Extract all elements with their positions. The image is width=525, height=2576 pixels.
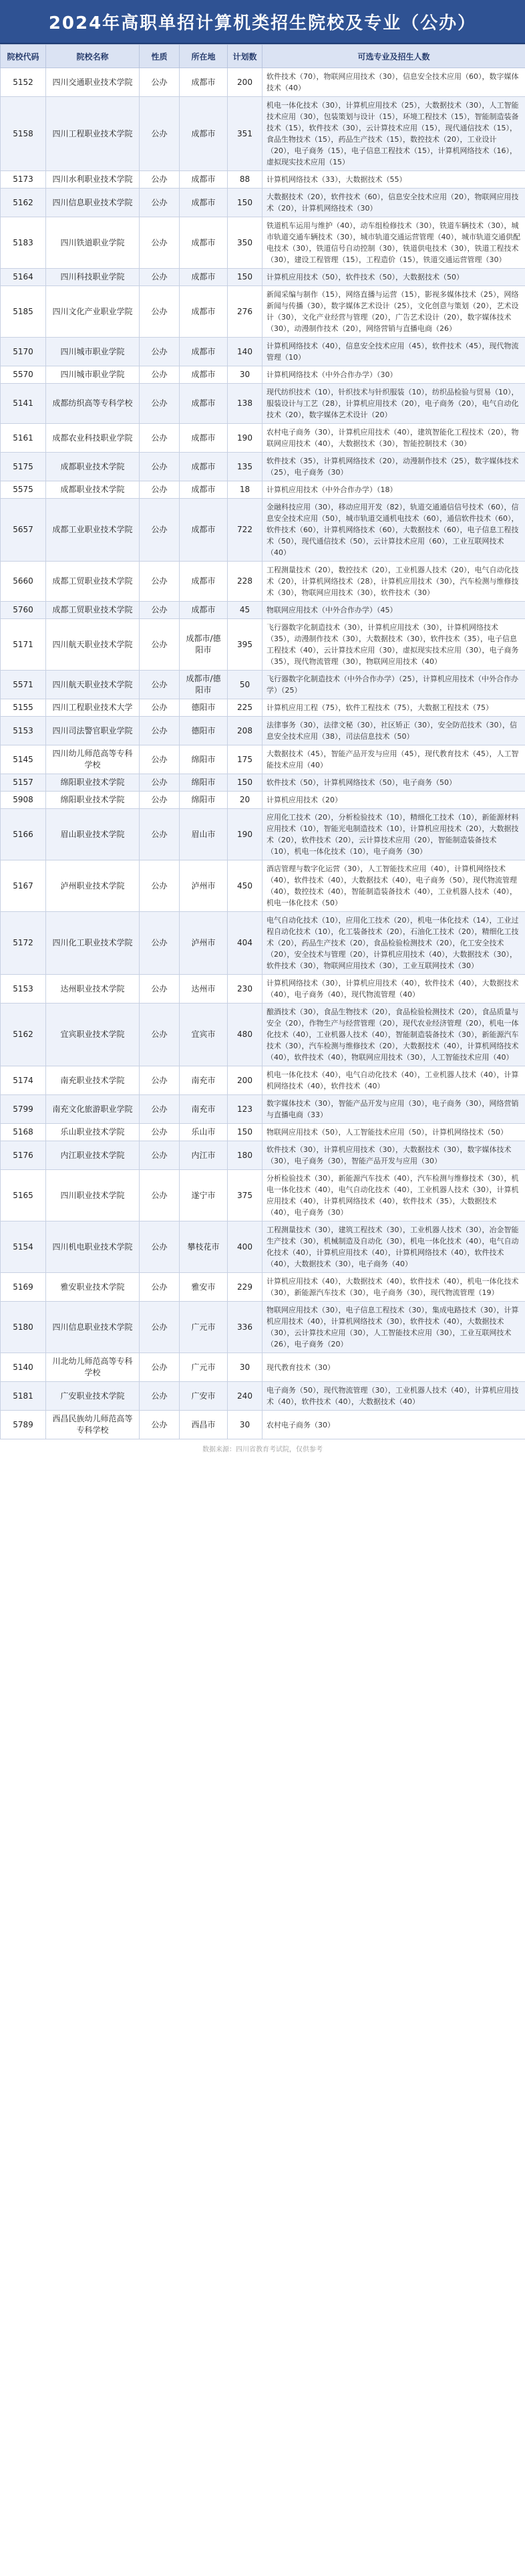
school-city: 成都市/德阳市 [180,671,228,699]
table-row [1,1066,525,1095]
table-row [1,975,525,1004]
admissions-table [0,44,525,1439]
school-city: 泸州市 [180,912,228,975]
plan-count: 138 [228,384,262,424]
plan-count: 208 [228,717,262,745]
table-row [1,286,525,338]
school-name: 南充文化旅游职业学院 [46,1095,140,1124]
table-row [1,366,525,384]
school-code: 5140 [1,1353,46,1382]
school-city: 成都市 [180,602,228,619]
school-code: 5908 [1,792,46,809]
school-city: 成都市 [180,97,228,171]
school-nature: 公办 [140,1273,180,1302]
table-row [1,717,525,745]
school-code: 5180 [1,1302,46,1353]
school-name: 四川水利职业技术学院 [46,171,140,189]
table-row [1,1411,525,1439]
school-nature: 公办 [140,699,180,717]
school-city: 德阳市 [180,717,228,745]
table-row [1,269,525,286]
table-row [1,338,525,366]
school-nature: 公办 [140,774,180,792]
table-row [1,860,525,912]
table-row [1,1141,525,1170]
school-city: 南充市 [180,1066,228,1095]
school-city: 成都市 [180,562,228,602]
school-name: 四川城市职业学院 [46,366,140,384]
school-city: 成都市 [180,286,228,338]
school-name: 四川铁道职业学院 [46,217,140,269]
majors-list: 电子商务（50），现代物流管理（30），工业机器人技术（40），计算机应用技术（40），软件技术（40），大数据技术（40） [262,1382,525,1411]
school-city: 绵阳市 [180,792,228,809]
school-name: 四川城市职业学院 [46,338,140,366]
school-name: 四川航天职业技术学院 [46,671,140,699]
school-name: 乐山职业技术学院 [46,1124,140,1141]
plan-count: 123 [228,1095,262,1124]
school-city: 眉山市 [180,809,228,860]
school-nature: 公办 [140,860,180,912]
school-name: 四川工程职业技术大学 [46,699,140,717]
plan-count: 175 [228,745,262,774]
school-code: 5161 [1,424,46,453]
majors-list: 电气自动化技术（10），应用化工技术（20），机电一体化技术（14），工业过程自动化技术（10），化工装备技术（20），石油化工技术（20），精细化工技术（20），药品生产技术（20），食品检验检测技术（20），化工安全技术（20），安全技术与管理（20），计算机应用技术（40），大数据技术（30），软件技术（30），物联网应用技术（30），工业互联网技术（30） [262,912,525,975]
school-code: 5181 [1,1382,46,1411]
table-row [1,1302,525,1353]
school-code: 5164 [1,269,46,286]
school-nature: 公办 [140,809,180,860]
school-nature: 公办 [140,171,180,189]
school-city: 南充市 [180,1095,228,1124]
school-name: 四川司法警官职业学院 [46,717,140,745]
school-city: 成都市 [180,338,228,366]
table-row [1,745,525,774]
school-code: 5166 [1,809,46,860]
school-nature: 公办 [140,562,180,602]
majors-list: 铁道机车运用与维护（40），动车组检修技术（30），铁道车辆技术（30），城市轨道交通车辆技术（30），城市轨道交通运营管理（40），城市轨道交通供配电技术（30），铁道信号自动控制（30），铁道供电技术（30），铁道工程技术（30），建设工程管理（15），工程造价（15），铁道交通运营管理（30） [262,217,525,269]
plan-count: 375 [228,1170,262,1221]
school-name: 绵阳职业技术学院 [46,774,140,792]
school-nature: 公办 [140,1411,180,1439]
majors-list: 飞行器数字化制造技术（中外合作办学）（25），计算机应用技术（中外合作办学）（25） [262,671,525,699]
plan-count: 50 [228,671,262,699]
majors-list: 金融科技应用（30），移动应用开发（82），轨道交通通信信号技术（60），信息安全技术应用（50），城市轨道交通机电技术（60），通信软件技术（60），软件技术（60），计算机网络技术（60），大数据技术（60），电子信息工程技术（50），现代通信技术（50），云计算技术应用（60），工业互联网技术（40） [262,499,525,562]
majors-list: 飞行器数字化制造技术（30），计算机应用技术（30），计算机网络技术（35），动漫制作技术（30），大数据技术（30），软件技术（35），电子信息工程技术（40），云计算技术应用（30），虚拟现实技术应用（30），电子商务（35），现代物流管理（30），物联网应用技术（40） [262,619,525,671]
plan-count: 30 [228,1353,262,1382]
plan-count: 150 [228,189,262,217]
school-code: 5154 [1,1221,46,1273]
majors-list: 软件技术（50），计算机网络技术（50），电子商务（50） [262,774,525,792]
school-code: 5175 [1,453,46,481]
table-row [1,619,525,671]
school-name: 四川幼儿师范高等专科学校 [46,745,140,774]
school-city: 乐山市 [180,1124,228,1141]
school-name: 成都工贸职业技术学院 [46,602,140,619]
majors-list: 数字媒体技术（30），智能产品开发与应用（30），电子商务（30），网络营销与直播电商（33） [262,1095,525,1124]
majors-list: 计算机应用工程（75），软件工程技术（75），大数据工程技术（75） [262,699,525,717]
school-name: 成都农业科技职业学院 [46,424,140,453]
school-name: 四川文化产业职业学院 [46,286,140,338]
table-row [1,384,525,424]
plan-count: 336 [228,1302,262,1353]
majors-list: 机电一体化技术（40），电气自动化技术（40），工业机器人技术（40），计算机网络技术（40），软件技术（40） [262,1066,525,1095]
majors-list: 计算机网络技术（中外合作办学）（30） [262,366,525,384]
plan-count: 45 [228,602,262,619]
majors-list: 新闻采编与制作（15），网络直播与运营（15），影视多媒体技术（25），网络新闻与传播（30），数字媒体艺术设计（25），文化创意与策划（20），艺术设计（30），文化产业经营与管理（20），广告艺术设计（20），数字媒体技术（30），动漫制作技术（20），网络营销与直播电商（26） [262,286,525,338]
school-name: 广安职业技术学院 [46,1382,140,1411]
school-name: 四川科技职业学院 [46,269,140,286]
school-code: 5153 [1,975,46,1004]
school-city: 成都市 [180,384,228,424]
plan-count: 225 [228,699,262,717]
school-code: 5575 [1,481,46,499]
school-code: 5172 [1,912,46,975]
school-city: 泸州市 [180,860,228,912]
majors-list: 计算机应用技术（中外合作办学）（18） [262,481,525,499]
school-code: 5162 [1,189,46,217]
school-code: 5145 [1,745,46,774]
school-nature: 公办 [140,453,180,481]
school-city: 成都市 [180,189,228,217]
majors-list: 物联网应用技术（50），人工智能技术应用（50），计算机网络技术（50） [262,1124,525,1141]
table-header-row [1,45,525,68]
school-code: 5162 [1,1004,46,1066]
school-nature: 公办 [140,97,180,171]
majors-list: 计算机应用技术（40），大数据技术（40），软件技术（40），机电一体化技术（30），新能源汽车技术（30），电子商务（30），现代物流管理（19） [262,1273,525,1302]
majors-list: 计算机网络技术（40），信息安全技术应用（45），软件技术（45），现代物流管理（10） [262,338,525,366]
school-nature: 公办 [140,1382,180,1411]
school-name: 川北幼儿师范高等专科学校 [46,1353,140,1382]
school-name: 成都职业技术学院 [46,453,140,481]
table-row [1,562,525,602]
majors-list: 大数据技术（20），软件技术（60），信息安全技术应用（20），物联网应用技术（20），计算机网络技术（30） [262,189,525,217]
column-header-plan: 计划数 [228,45,262,68]
school-nature: 公办 [140,269,180,286]
plan-count: 240 [228,1382,262,1411]
school-code: 5152 [1,68,46,97]
majors-list: 软件技术（30），计算机应用技术（30），大数据技术（30），数字媒体技术（30），电子商务（30），智能产品开发与应用（30） [262,1141,525,1170]
school-nature: 公办 [140,1221,180,1273]
plan-count: 150 [228,1124,262,1141]
majors-list: 工程测量技术（30），建筑工程技术（30），工业机器人技术（30），冶金智能生产技术（30），机械制造及自动化（30），机电一体化技术（40），电气自动化技术（40），计算机应用技术（40），计算机网络技术（40），软件技术（40），大数据技术（30），电子商务（40） [262,1221,525,1273]
school-code: 5571 [1,671,46,699]
majors-list: 工程测量技术（20），数控技术（20），工业机器人技术（20），电气自动化技术（20），计算机网络技术（28），计算机应用技术（30），汽车检测与维修技术（30），物联网应用技术（30），软件技术（30） [262,562,525,602]
plan-count: 400 [228,1221,262,1273]
table-row [1,97,525,171]
majors-list: 软件技术（70），物联网应用技术（30），信息安全技术应用（60），数字媒体技术（40） [262,68,525,97]
majors-list: 法律事务（30），法律文秘（30），社区矫正（30），安全防范技术（30），信息安全技术应用（38），司法信息技术（50） [262,717,525,745]
school-city: 成都市 [180,217,228,269]
majors-list: 计算机网络技术（30），计算机应用技术（40），软件技术（40），大数据技术（40），电子商务（40），现代物流管理（40） [262,975,525,1004]
plan-count: 276 [228,286,262,338]
school-city: 成都市 [180,366,228,384]
plan-count: 20 [228,792,262,809]
school-city: 遂宁市 [180,1170,228,1221]
plan-count: 200 [228,1066,262,1095]
school-code: 5171 [1,619,46,671]
table-row [1,1004,525,1066]
table-row [1,809,525,860]
majors-list: 酒店管理与数字化运营（30），人工智能技术应用（40），计算机网络技术（40），软件技术（40），大数据技术（40），电子商务（50），现代物流管理（40），数控技术（40），智能制造装备技术（40），工业机器人技术（40），机电一体化技术（50） [262,860,525,912]
plan-count: 200 [228,68,262,97]
column-header-code: 院校代码 [1,45,46,68]
school-nature: 公办 [140,1141,180,1170]
table-row [1,1273,525,1302]
majors-list: 分析检验技术（30），新能源汽车技术（40），汽车检测与维修技术（30），机电一体化技术（40），电气自动化技术（40），工业机器人技术（30），计算机应用技术（40），计算机网络技术（40），软件技术（35），大数据技术（40），电子商务（30） [262,1170,525,1221]
school-code: 5173 [1,171,46,189]
school-city: 内江市 [180,1141,228,1170]
school-name: 西昌民族幼儿师范高等专科学校 [46,1411,140,1439]
table-row [1,774,525,792]
school-city: 广元市 [180,1302,228,1353]
table-row [1,424,525,453]
table-row [1,1382,525,1411]
school-name: 四川交通职业技术学院 [46,68,140,97]
school-name: 成都工业职业技术学院 [46,499,140,562]
table-row [1,912,525,975]
school-nature: 公办 [140,499,180,562]
school-city: 成都市/德阳市 [180,619,228,671]
school-name: 四川信息职业技术学院 [46,189,140,217]
table-row [1,1353,525,1382]
school-city: 德阳市 [180,699,228,717]
school-name: 四川信息职业技术学院 [46,1302,140,1353]
school-city: 广安市 [180,1382,228,1411]
column-header-city: 所在地 [180,45,228,68]
school-nature: 公办 [140,424,180,453]
school-name: 泸州职业技术学院 [46,860,140,912]
school-code: 5165 [1,1170,46,1221]
majors-list: 计算机网络技术（33），大数据技术（55） [262,171,525,189]
table-row [1,792,525,809]
school-nature: 公办 [140,1004,180,1066]
school-city: 达州市 [180,975,228,1004]
school-nature: 公办 [140,366,180,384]
school-nature: 公办 [140,1124,180,1141]
majors-list: 现代教育技术（30） [262,1353,525,1382]
school-nature: 公办 [140,1095,180,1124]
school-name: 达州职业技术学院 [46,975,140,1004]
majors-list: 软件技术（35），计算机网络技术（20），动漫制作技术（25），数字媒体技术（25），电子商务（30） [262,453,525,481]
school-city: 成都市 [180,481,228,499]
school-code: 5660 [1,562,46,602]
plan-count: 228 [228,562,262,602]
table-row [1,1095,525,1124]
plan-count: 150 [228,269,262,286]
source-note: 数据来源：四川省教育考试院，仅供参考 [202,1446,323,1453]
school-nature: 公办 [140,619,180,671]
table-row [1,1124,525,1141]
school-nature: 公办 [140,602,180,619]
school-city: 攀枝花市 [180,1221,228,1273]
school-code: 5799 [1,1095,46,1124]
table-row [1,671,525,699]
school-city: 成都市 [180,269,228,286]
plan-count: 229 [228,1273,262,1302]
school-name: 绵阳职业技术学院 [46,792,140,809]
school-nature: 公办 [140,189,180,217]
plan-count: 88 [228,171,262,189]
column-header-nature: 性质 [140,45,180,68]
school-nature: 公办 [140,217,180,269]
plan-count: 30 [228,1411,262,1439]
plan-count: 135 [228,453,262,481]
table-row [1,1170,525,1221]
plan-count: 190 [228,809,262,860]
majors-list: 酿酒技术（30），食品生物技术（20），食品检验检测技术（20），食品质量与安全（20），作物生产与经营管理（20），现代农业经济管理（20），机电一体化技术（40），工业机器人技术（40），智能制造装备技术（30），新能源汽车技术（30），汽车检测与维修技术（20），大数据技术（40），计算机网络技术（40），软件技术（40），物联网应用技术（30），人工智能技术应用（40） [262,1004,525,1066]
majors-list: 物联网应用技术（中外合作办学）（45） [262,602,525,619]
majors-list: 物联网应用技术（30），电子信息工程技术（30），集成电路技术（30），计算机应用技术（40），计算机网络技术（30），软件技术（40），大数据技术（30），云计算技术应用（30），人工智能技术应用（30），工业互联网技术（26），电子商务（20） [262,1302,525,1353]
plan-count: 480 [228,1004,262,1066]
school-nature: 公办 [140,286,180,338]
plan-count: 140 [228,338,262,366]
school-city: 西昌市 [180,1411,228,1439]
school-name: 南充职业技术学院 [46,1066,140,1095]
plan-count: 150 [228,774,262,792]
majors-list: 农村电子商务（30） [262,1411,525,1439]
school-code: 5167 [1,860,46,912]
column-header-majors: 可选专业及招生人数 [262,45,525,68]
plan-count: 230 [228,975,262,1004]
school-city: 成都市 [180,68,228,97]
plan-count: 30 [228,366,262,384]
school-nature: 公办 [140,671,180,699]
plan-count: 350 [228,217,262,269]
school-code: 5170 [1,338,46,366]
school-code: 5183 [1,217,46,269]
school-code: 5157 [1,774,46,792]
school-name: 雅安职业技术学院 [46,1273,140,1302]
school-name: 四川化工职业技术学院 [46,912,140,975]
school-code: 5174 [1,1066,46,1095]
school-name: 四川职业技术学院 [46,1170,140,1221]
table-row [1,499,525,562]
school-city: 宜宾市 [180,1004,228,1066]
majors-list: 计算机应用技术（20） [262,792,525,809]
school-city: 成都市 [180,171,228,189]
school-nature: 公办 [140,338,180,366]
majors-list: 应用化工技术（20），分析检验技术（10），精细化工技术（10），新能源材料应用技术（10），智能光电制造技术（10），计算机应用技术（20），大数据技术（20），软件技术（20），云计算技术应用（20），智能制造装备技术（10），机电一体化技术（10），电子商务（30） [262,809,525,860]
school-code: 5176 [1,1141,46,1170]
table-row [1,171,525,189]
plan-count: 450 [228,860,262,912]
table-row [1,602,525,619]
school-city: 成都市 [180,453,228,481]
page-title: 2024年高职单招计算机类招生院校及专业（公办） [0,0,525,44]
school-nature: 公办 [140,975,180,1004]
school-city: 广元市 [180,1353,228,1382]
table-row [1,453,525,481]
school-city: 绵阳市 [180,774,228,792]
school-nature: 公办 [140,1353,180,1382]
table-row [1,68,525,97]
school-code: 5185 [1,286,46,338]
school-code: 5158 [1,97,46,171]
school-code: 5760 [1,602,46,619]
school-name: 四川航天职业技术学院 [46,619,140,671]
school-nature: 公办 [140,745,180,774]
plan-count: 722 [228,499,262,562]
school-name: 内江职业技术学院 [46,1141,140,1170]
school-nature: 公办 [140,792,180,809]
school-city: 绵阳市 [180,745,228,774]
school-name: 宜宾职业技术学院 [46,1004,140,1066]
table-row [1,699,525,717]
school-nature: 公办 [140,384,180,424]
school-city: 成都市 [180,499,228,562]
plan-count: 404 [228,912,262,975]
majors-list: 计算机应用技术（50），软件技术（50），大数据技术（50） [262,269,525,286]
school-nature: 公办 [140,481,180,499]
school-nature: 公办 [140,1066,180,1095]
plan-count: 395 [228,619,262,671]
school-code: 5657 [1,499,46,562]
school-nature: 公办 [140,912,180,975]
school-name: 成都职业技术学院 [46,481,140,499]
majors-list: 农村电子商务（30），计算机应用技术（40），建筑智能化工程技术（20），物联网应用技术（40），大数据技术（30），智能控制技术（30） [262,424,525,453]
majors-list: 现代纺织技术（10），针织技术与针织服装（10），纺织品检验与贸易（10），服装设计与工艺（28），计算机应用技术（20），电子商务（20），电气自动化技术（20），数字媒体艺术设计（20） [262,384,525,424]
school-nature: 公办 [140,68,180,97]
school-code: 5141 [1,384,46,424]
plan-count: 18 [228,481,262,499]
school-name: 成都工贸职业技术学院 [46,562,140,602]
majors-list: 机电一体化技术（30），计算机应用技术（25），大数据技术（30），人工智能技术应用（30），包装策划与设计（15），环境工程技术（15），智能制造装备技术（15），软件技术（30），云计算技术应用（15），现代通信技术（15），食品生物技术（15），药品生产技术（15），数控技术（20），工业设计（20），电子商务（15），电子信息工程技术（15），计算机网络技术（16），虚拟现实技术应用（15） [262,97,525,171]
table-row [1,217,525,269]
plan-count: 180 [228,1141,262,1170]
school-name: 四川工程职业技术学院 [46,97,140,171]
column-header-name: 院校名称 [46,45,140,68]
school-code: 5570 [1,366,46,384]
plan-count: 190 [228,424,262,453]
school-code: 5155 [1,699,46,717]
school-code: 5789 [1,1411,46,1439]
table-row [1,1221,525,1273]
school-city: 雅安市 [180,1273,228,1302]
school-name: 眉山职业技术学院 [46,809,140,860]
school-nature: 公办 [140,717,180,745]
school-name: 四川机电职业技术学院 [46,1221,140,1273]
school-code: 5153 [1,717,46,745]
school-city: 成都市 [180,424,228,453]
majors-list: 大数据技术（45），智能产品开发与应用（45），现代教育技术（45），人工智能技术应用（40） [262,745,525,774]
plan-count: 351 [228,97,262,171]
school-code: 5169 [1,1273,46,1302]
table-body [1,68,525,1439]
school-code: 5168 [1,1124,46,1141]
school-nature: 公办 [140,1302,180,1353]
school-nature: 公办 [140,1170,180,1221]
table-row [1,481,525,499]
school-name: 成都纺织高等专科学校 [46,384,140,424]
table-row [1,189,525,217]
